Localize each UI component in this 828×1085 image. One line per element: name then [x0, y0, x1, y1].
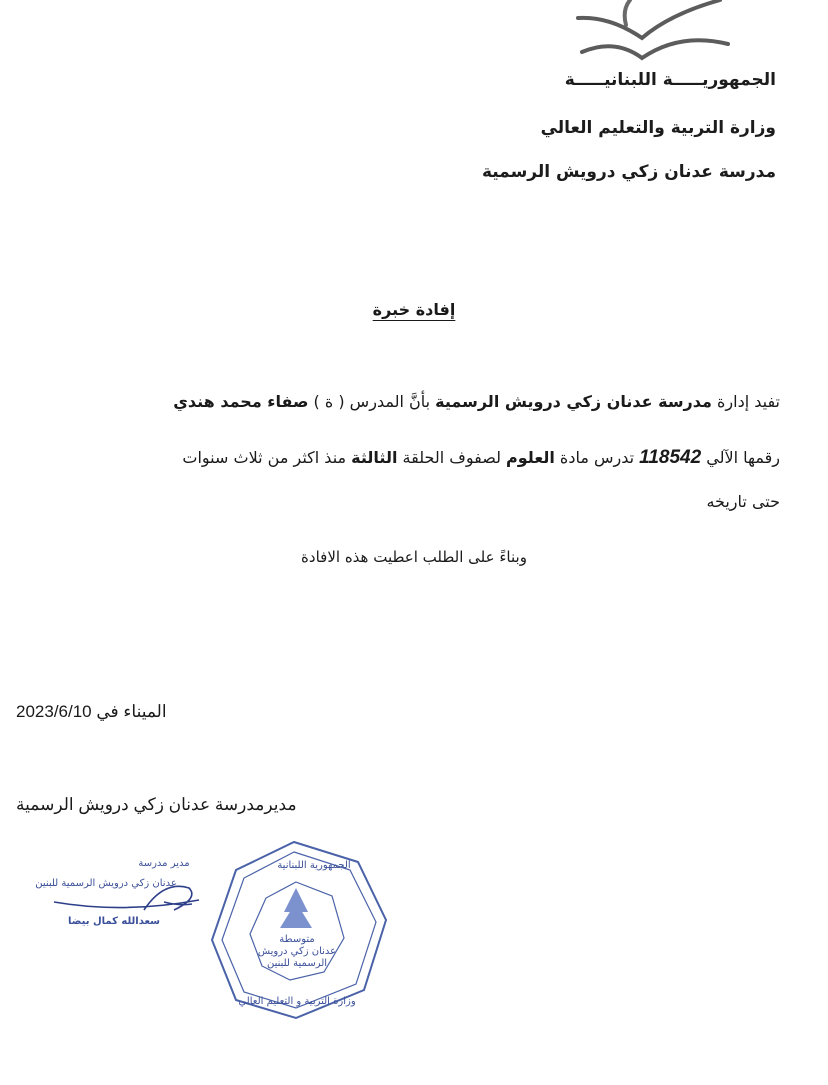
body-line-4: وبناءً على الطلب اعطيت هذه الافادة	[301, 548, 527, 566]
seal-outer-bottom: وزارة التربية و التعليم العالي	[238, 996, 356, 1007]
date-value: 2023/6/10	[16, 702, 92, 721]
employee-id-number: 118542	[639, 447, 702, 468]
text: رقمها الآلي	[701, 448, 780, 467]
seal-outer-top: الجمهورية اللبنانية	[277, 860, 351, 871]
signature-icon	[54, 886, 199, 910]
document-title-text: إفادة خبرة	[372, 300, 456, 319]
open-book-logo-icon	[570, 0, 740, 62]
body-line-3: حتى تاريخه	[706, 492, 780, 511]
signer-title: مديرمدرسة عدنان زكي درويش الرسمية	[16, 795, 297, 814]
ministry-heading: وزارة التربية والتعليم العالي	[540, 118, 776, 138]
text: تفيد إدارة	[711, 392, 780, 411]
stamp-line-3: سعدالله كمال بيضا	[68, 916, 160, 927]
stamp-line-1: مدير مدرسة	[138, 858, 190, 869]
text: لصفوف الحلقة	[397, 448, 507, 467]
text	[182, 447, 780, 469]
official-seal-icon	[212, 842, 386, 1018]
seal-inner-1: متوسطة	[279, 934, 315, 945]
teacher-name: صفاء محمد هندي	[173, 392, 309, 411]
text: منذ اكثر من ثلاث سنوات	[182, 448, 352, 467]
subject-name: العلوم	[506, 448, 555, 467]
republic-heading: الجمهوريـــــة اللبنانيـــــة	[564, 70, 776, 90]
text: تدرس مادة	[554, 448, 640, 467]
stamp-line-2: عدنان زكي درويش الرسمية للبنين	[35, 878, 177, 889]
place-label: الميناء في	[96, 702, 167, 721]
text: بأنَّ المدرس ( ة )	[308, 392, 436, 411]
school-heading: مدرسة عدنان زكي درويش الرسمية	[481, 162, 776, 182]
signature-block	[35, 858, 199, 927]
cycle-name: الثالثة	[351, 448, 398, 467]
body-line-2	[20, 447, 780, 469]
place-date	[16, 702, 167, 722]
body-line-1	[173, 392, 780, 411]
seal-inner-2: عدنان زكي درويش	[257, 946, 337, 957]
seal-inner-3: الرسمية للبنين	[266, 958, 328, 969]
document-title	[0, 300, 828, 319]
school-name: مدرسة عدنان زكي درويش الرسمية	[435, 392, 712, 411]
signature-and-seal	[14, 840, 394, 1025]
